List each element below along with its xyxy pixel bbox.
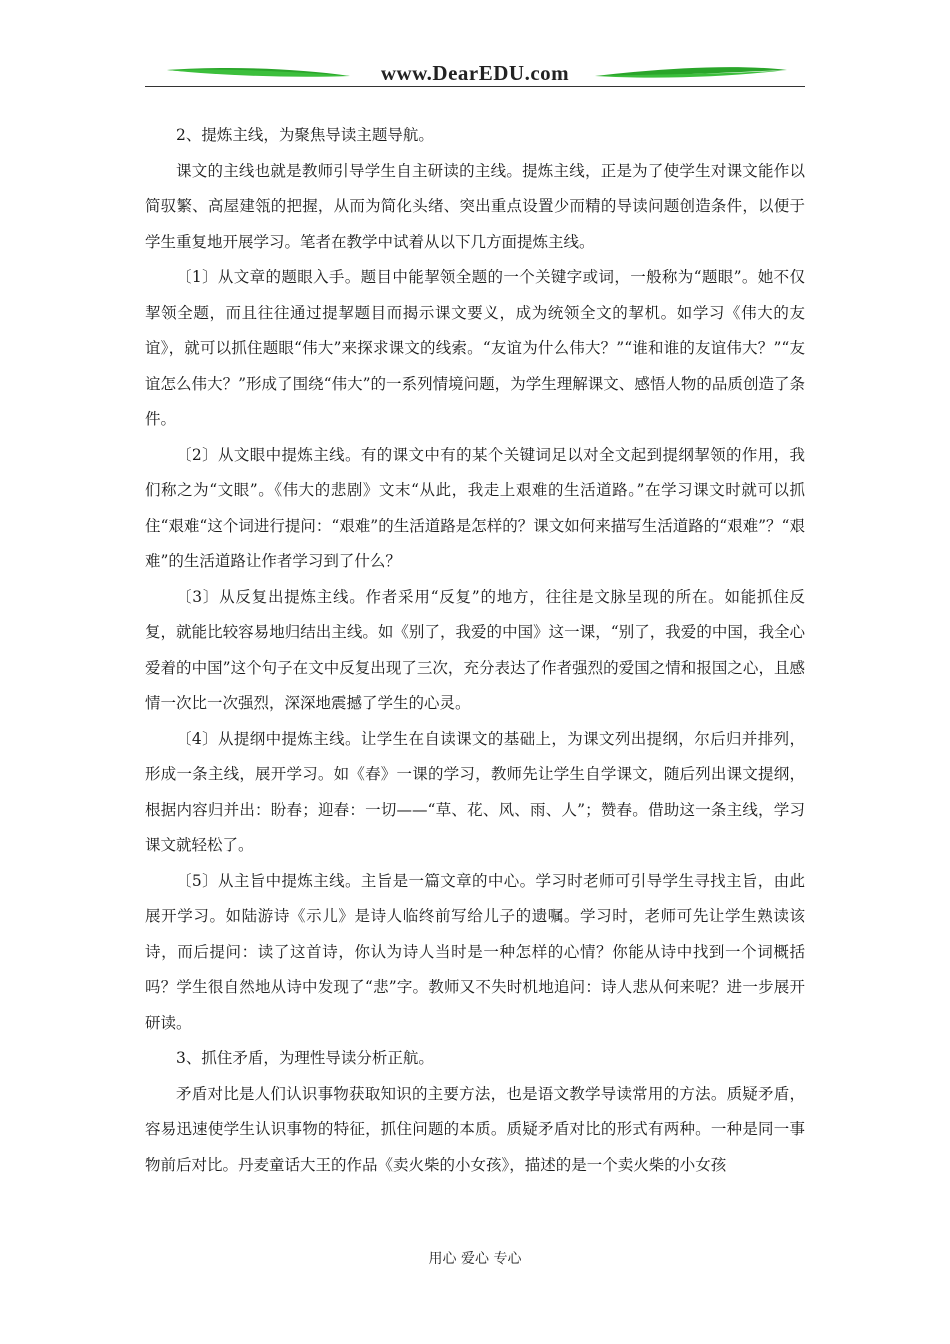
paragraph: 〔1〕从文章的题眼入手。题目中能挈领全题的一个关键字或词，一般称为“题眼”。她不仅挈领全题，而且往往通过提挈题目而揭示课文要义，成为统领全文的挈机。如学习《伟大的友谊》，就可以抓住题眼“伟大”来探求课文的线索。“友谊为什么伟大？”“谁和谁的友谊伟大？”“友谊怎么伟大？”形成了围绕“伟大”的一系列情境问题，为学生理解课文、感悟人物的品质创造了条件。 [145,268,805,428]
paragraph: 〔4〕从提纲中提炼主线。让学生在自读课文的基础上，为课文列出提纲，尔后归并排列，形成一条主线，展开学习。如《春》一课的学习，教师先让学生自学课文，随后列出课文提纲，根据内容归并出：盼春；迎春：一切——“草、花、风、雨、人”；赞春。借助这一条主线，学习课文就轻松了。 [145,729,805,854]
site-header [145,58,805,92]
article-body [145,118,805,1183]
site-logo-text: www.DearEDU.com [380,61,570,85]
paragraph: 〔3〕从反复出提炼主线。作者采用“反复”的地方，往往是文脉呈现的所在。如能抓住反复，就能比较容易地归结出主线。如《别了，我爱的中国》这一课，“别了，我爱的中国，我全心爱着的中国”这个句子在文中反复出现了三次，充分表达了作者强烈的爱国之情和报国之心，且感情一次比一次强烈，深深地震撼了学生的心灵。 [145,587,805,712]
section-heading-3: 3、抓住矛盾，为理性导读分析正航。 [176,1049,434,1067]
paragraph: 矛盾对比是人们认识事物获取知识的主要方法，也是语文教学导读常用的方法。质疑矛盾，容易迅速使学生认识事物的特征，抓住问题的本质。质疑矛盾对比的形式有两种。一种是同一事物前后对比。丹麦童话大王的作品《卖火柴的小女孩》，描述的是一个卖火柴的小女孩 [145,1084,805,1174]
paragraph: 课文的主线也就是教师引导学生自主研读的主线。提炼主线，正是为了使学生对课文能作以简驭繁、高屋建瓴的把握，从而为简化头绪、突出重点设置少而精的导读问题创造条件，以便于学生重复地开展学习。笔者在教学中试着从以下几方面提炼主线。 [145,161,805,251]
paragraph: 〔2〕从文眼中提炼主线。有的课文中有的某个关键词足以对全文起到提纲挈领的作用，我们称之为“文眼”。《伟大的悲剧》文末“从此，我走上艰难的生活道路。”在学习课文时就可以抓住“艰难“这个词进行提问：“艰难”的生活道路是怎样的？课文如何来描写生活道路的“艰难”？“艰难”的生活道路让作者学习到了什么？ [145,445,805,570]
header-divider [145,86,805,87]
paragraph: 〔5〕从主旨中提炼主线。主旨是一篇文章的中心。学习时老师可引导学生寻找主旨，由此展开学习。如陆游诗《示儿》是诗人临终前写给儿子的遗嘱。学习时，老师可先让学生熟读该诗，而后提问：读了这首诗，你认为诗人当时是一种怎样的心情？你能从诗中找到一个词概括吗？学生很自然地从诗中发现了“悲”字。教师又不失时机地追问：诗人悲从何来呢？进一步展开研读。 [145,871,805,1032]
section-heading-2: 2、提炼主线，为聚焦导读主题导航。 [176,126,434,144]
page-footer: 用心 爱心 专心 [428,1251,522,1267]
